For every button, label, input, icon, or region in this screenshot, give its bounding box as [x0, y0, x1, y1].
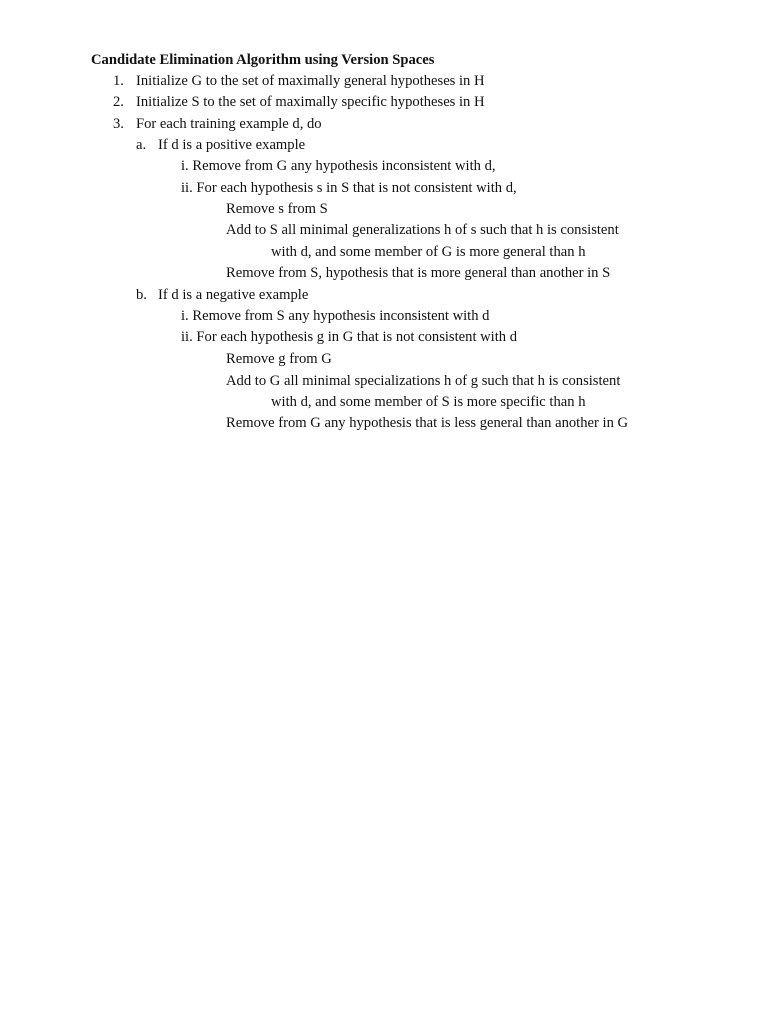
- step-1-text: Initialize G to the set of maximally general hypotheses in H: [136, 73, 485, 89]
- step-2-marker: 2.: [113, 94, 124, 110]
- case-b-text: If d is a negative example: [158, 287, 309, 303]
- case-b-action-3: Remove from G any hypothesis that is less general than another in G: [226, 415, 629, 431]
- case-a-text: If d is a positive example: [158, 137, 306, 153]
- case-b-sub-ii: ii. For each hypothesis g in G that is not consistent with d: [181, 329, 518, 345]
- case-b-action-2: Add to G all minimal specializations h of g such that h is consistent: [226, 373, 621, 389]
- case-b-action-1: Remove g from G: [226, 351, 332, 367]
- case-a-action-2-cont: with d, and some member of G is more general than h: [271, 244, 586, 260]
- case-a-action-3: Remove from S, hypothesis that is more general than another in S: [226, 265, 611, 281]
- case-a-sub-i: i. Remove from G any hypothesis inconsistent with d,: [181, 158, 496, 174]
- document-title: Candidate Elimination Algorithm using Version Spaces: [91, 52, 435, 68]
- step-3-text: For each training example d, do: [136, 116, 322, 132]
- case-b-sub-i: i. Remove from S any hypothesis inconsistent with d: [181, 308, 490, 324]
- case-a-sub-ii: ii. For each hypothesis s in S that is not consistent with d,: [181, 180, 517, 196]
- case-b-marker: b.: [136, 287, 147, 303]
- step-3-marker: 3.: [113, 116, 124, 132]
- case-a-action-2: Add to S all minimal generalizations h of s such that h is consistent: [226, 222, 619, 238]
- case-b-action-2-cont: with d, and some member of S is more specific than h: [271, 394, 586, 410]
- step-2-text: Initialize S to the set of maximally specific hypotheses in H: [136, 94, 485, 110]
- step-1-marker: 1.: [113, 73, 124, 89]
- case-a-action-1: Remove s from S: [226, 201, 328, 217]
- case-a-marker: a.: [136, 137, 147, 153]
